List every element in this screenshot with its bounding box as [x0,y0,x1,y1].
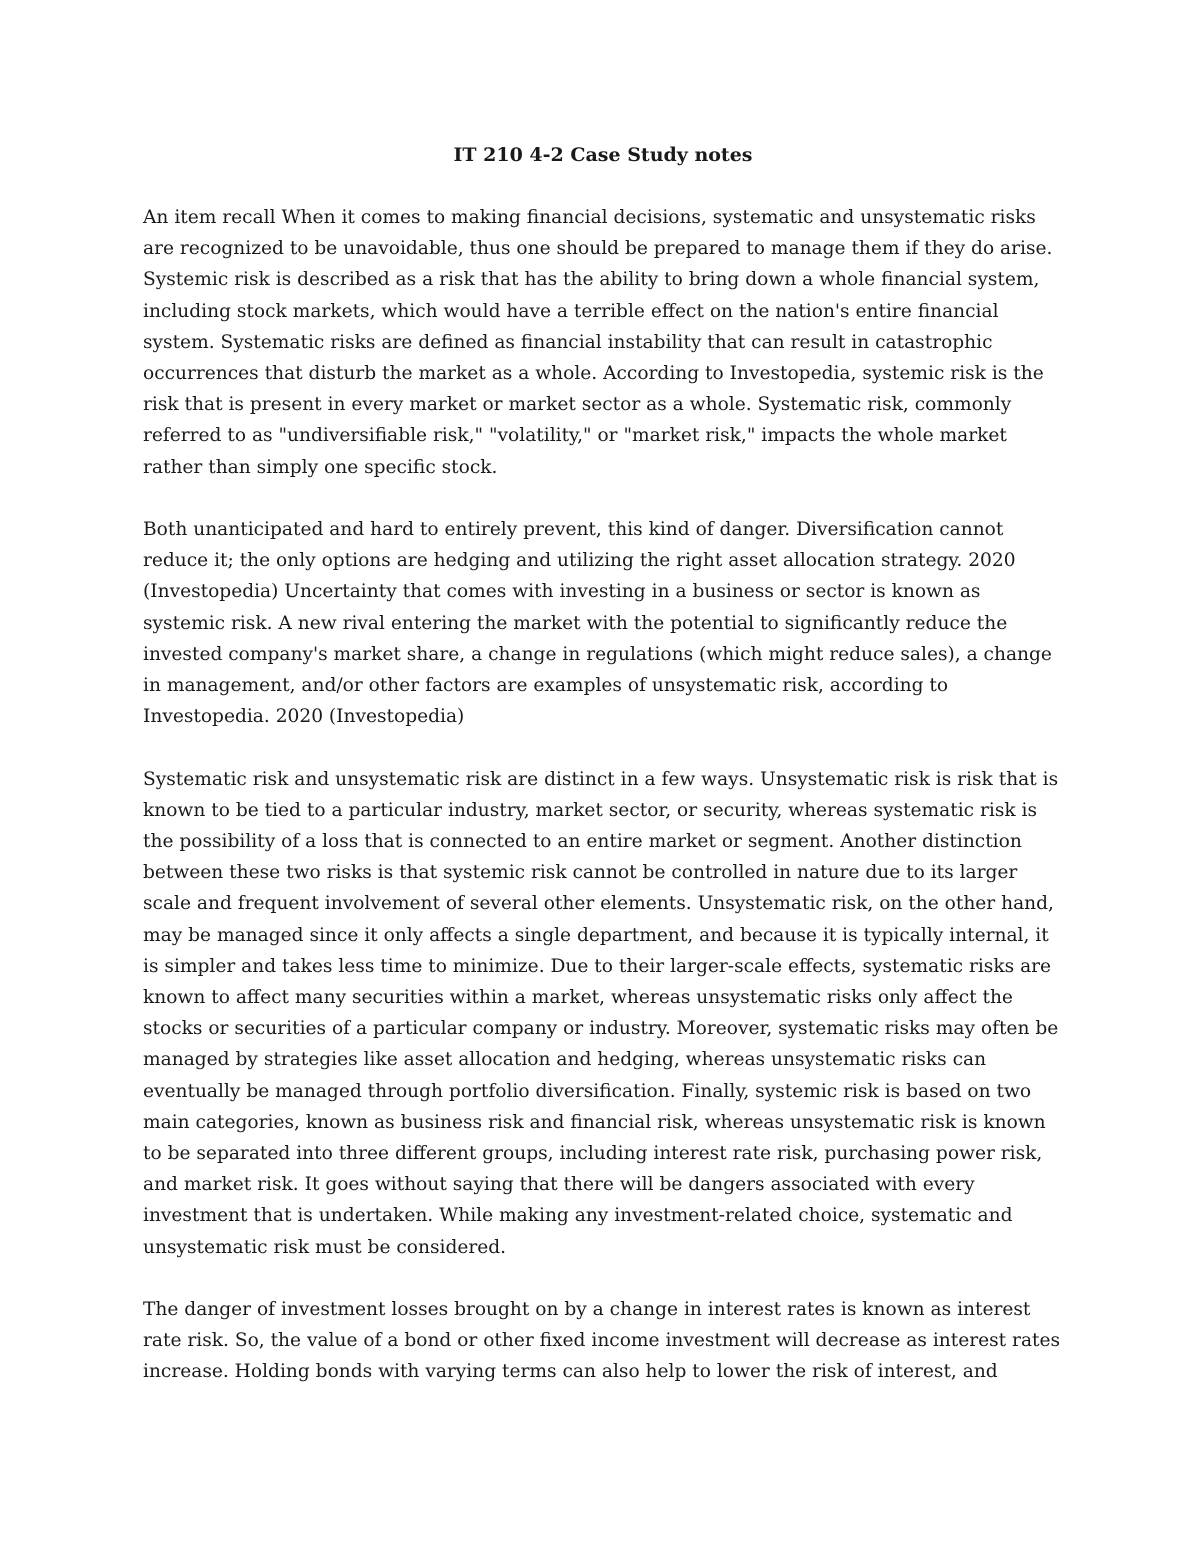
document-title: IT 210 4-2 Case Study notes [453,144,753,166]
paragraph-3: Systematic risk and unsystematic risk are distinct in a few ways. Unsystematic risk is risk that is known to be tied to a particular industry, market sector, or security, whereas systematic risk is the possibility of a loss that is connected to an entire market or segment. Another distinction between these two risks is that systemic risk cannot be controlled in nature due to its larger scale and frequent involvement of several other elements. Unsystematic risk, on the other hand, may be managed since it only affects a single department, and because it is typically internal, it is simpler and takes less time to minimize. Due to their larger-scale effects, systematic risks are known to affect many securities within a market, whereas unsystematic risks only affect the stocks or securities of a particular company or industry. Moreover, systematic risks may often be managed by strategies like asset allocation and hedging, whereas unsystematic risks can eventually be managed through portfolio diversification. Finally, systemic risk is based on two main categories, known as business risk and financial risk, whereas unsystematic risk is known to be separated into three different groups, including interest rate risk, purchasing power risk, and market risk. It goes without saying that there will be dangers associated with every investment that is undertaken. While making any investment-related choice, systematic and unsystematic risk must be considered. [143,768,1059,1258]
paragraph-2: Both unanticipated and hard to entirely prevent, this kind of danger. Diversification cannot reduce it; the only options are hedging and utilizing the right asset allocation strategy. 2020 (Investopedia) Uncertainty that comes with investing in a business or sector is known as systemic risk. A new rival entering the market with the potential to significantly reduce the invested company's market share, a change in regulations (which might reduce sales), a change in management, and/or other factors are examples of unsystematic risk, according to Investopedia. 2020 (Investopedia) [143,519,1052,728]
paragraph-4: The danger of investment losses brought on by a change in interest rates is known as interest rate risk. So, the value of a bond or other fixed income investment will decrease as interest rates increase. Holding bonds with varying terms can also help to lower the risk of interest, and [143,1299,1061,1383]
paragraph-1: An item recall When it comes to making financial decisions, systematic and unsystematic risks are recognized to be unavoidable, thus one should be prepared to manage them if they do arise. Systemic risk is described as a risk that has the ability to bring down a whole financial system, including stock markets, which would have a terrible effect on the nation's entire financial system. Systematic risks are defined as financial instability that can result in catastrophic occurrences that disturb the market as a whole. According to Investopedia, systemic risk is the risk that is present in every market or market sector as a whole. Systematic risk, commonly referred to as "undiversifiable risk," "volatility," or "market risk," impacts the whole market rather than simply one specific stock. [143,207,1053,478]
document-body [143,140,1063,1388]
